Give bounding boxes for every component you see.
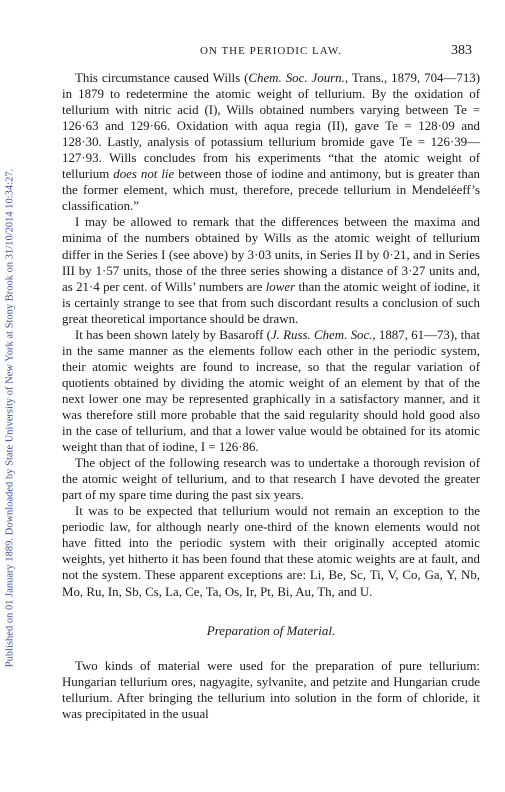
- paragraphs-after: [62, 658, 480, 722]
- text-segment: Two kinds of material were used for the preparation of pure tellurium: Hungarian tellurium ores, nagyagite, sylvanite, and petzite and Hungarian crude tellurium. After bringing the tellurium into solution in the form of chloride, it was precipitated in the usual: [62, 658, 480, 721]
- text-segment: The object of the following research was to undertake a thorough revision of the atomic weight of tellurium, and to that research I have devoted the greater part of my spare time during the past six years.: [62, 456, 480, 503]
- journal-citation: J. Russ. Chem. Soc.: [270, 327, 373, 342]
- body-text: [62, 70, 480, 722]
- text-segment: I may be allowed to remark that the differences between the maxima and minima of the numbers obtained by Wills as the atomic weight of tellurium differ in the Series I (see above) by 3·03 units, in Series II by 0·21, and in Series III by 1·57 units, those of the three series showing a distance of 3·27 units and, as 21·4 per cent. of Wills’ numbers are: [62, 215, 480, 294]
- emphasis: lower: [265, 279, 296, 294]
- paragraph-differences: [62, 214, 480, 326]
- text-segment: , 1887, 61—73), that in the same manner as the elements follow each other in the periodic system, their atomic weights are found to increase, so that the regular variation of quotients obtained by dividing the atomic weight of an element by that of the next lower one may be represented graphically in a satisfactory manner, and it was therefore still more probable that the said regularity should hold good also in the case of tellurium, and that a lower value would be obtained for its atomic weight than that of iodine, I = 126·86.: [62, 327, 480, 455]
- paragraphs-before: [62, 70, 480, 600]
- text-segment: It was to be expected that tellurium would not remain an exception to the periodic law, for although nearly one-third of the known elements would not have fitted into the periodic system with their originally accepted atomic weights, yet hitherto it has been found that these atomic weights are at fault, and not the system. These apparent exceptions are: Li, Be, Sc, Ti, V, Co, Ga, Y, Nb, Mo, Ru, In, Sb, Cs, La, Ce, Ta, Os, Ir, Pt, Bi, Au, Th, and U.: [62, 504, 480, 599]
- paragraph-material: [62, 658, 480, 722]
- paragraph-object-of-research: [62, 455, 480, 503]
- text-segment: It has been shown lately by Basaroff (: [75, 327, 271, 342]
- paragraph-basaroff: [62, 327, 480, 455]
- emphasis: does not lie: [113, 167, 175, 182]
- text-segment: This circumstance caused Wills (: [75, 71, 249, 85]
- download-notice-text: Published on 01 January 1889. Downloaded by State University of New York at Stony Brook on 31/10/2014 10:34:27.: [4, 168, 16, 668]
- page-header: [62, 45, 480, 61]
- paragraph-wills-redetermination: [62, 70, 480, 214]
- page-number: 383: [451, 43, 472, 58]
- text-segment: than the atomic weight of iodine, it is certainly strange to see that from such discordant results a conclusion of such great theoretical importance should be drawn.: [62, 279, 480, 326]
- download-watermark: [0, 0, 20, 792]
- text-segment: between those of iodine and antimony, but is greater than the former element, which must, therefore, precede tellurium in Mendeléeff’s classification.”: [62, 167, 480, 214]
- running-title: ON THE PERIODIC LAW.: [200, 45, 342, 57]
- section-heading: Preparation of Material.: [206, 622, 336, 638]
- paragraph-apparent-exceptions: [62, 503, 480, 599]
- journal-citation: Chem. Soc. Journ.: [248, 71, 345, 85]
- text-segment: , Trans., 1879, 704—713) in 1879 to redetermine the atomic weight of tellurium. By the oxidation of tellurium with nitric acid (I), Wills obtained numbers varying between Te = 126·63 and 129·66. Oxidation with aqua regia (II), gave Te = 128·09 and 128·30. Lastly, analysis of potassium tellurium bromide gave Te = 126·39—127·93. Wills concludes from his experiments “that the atomic weight of tellurium: [62, 71, 481, 182]
